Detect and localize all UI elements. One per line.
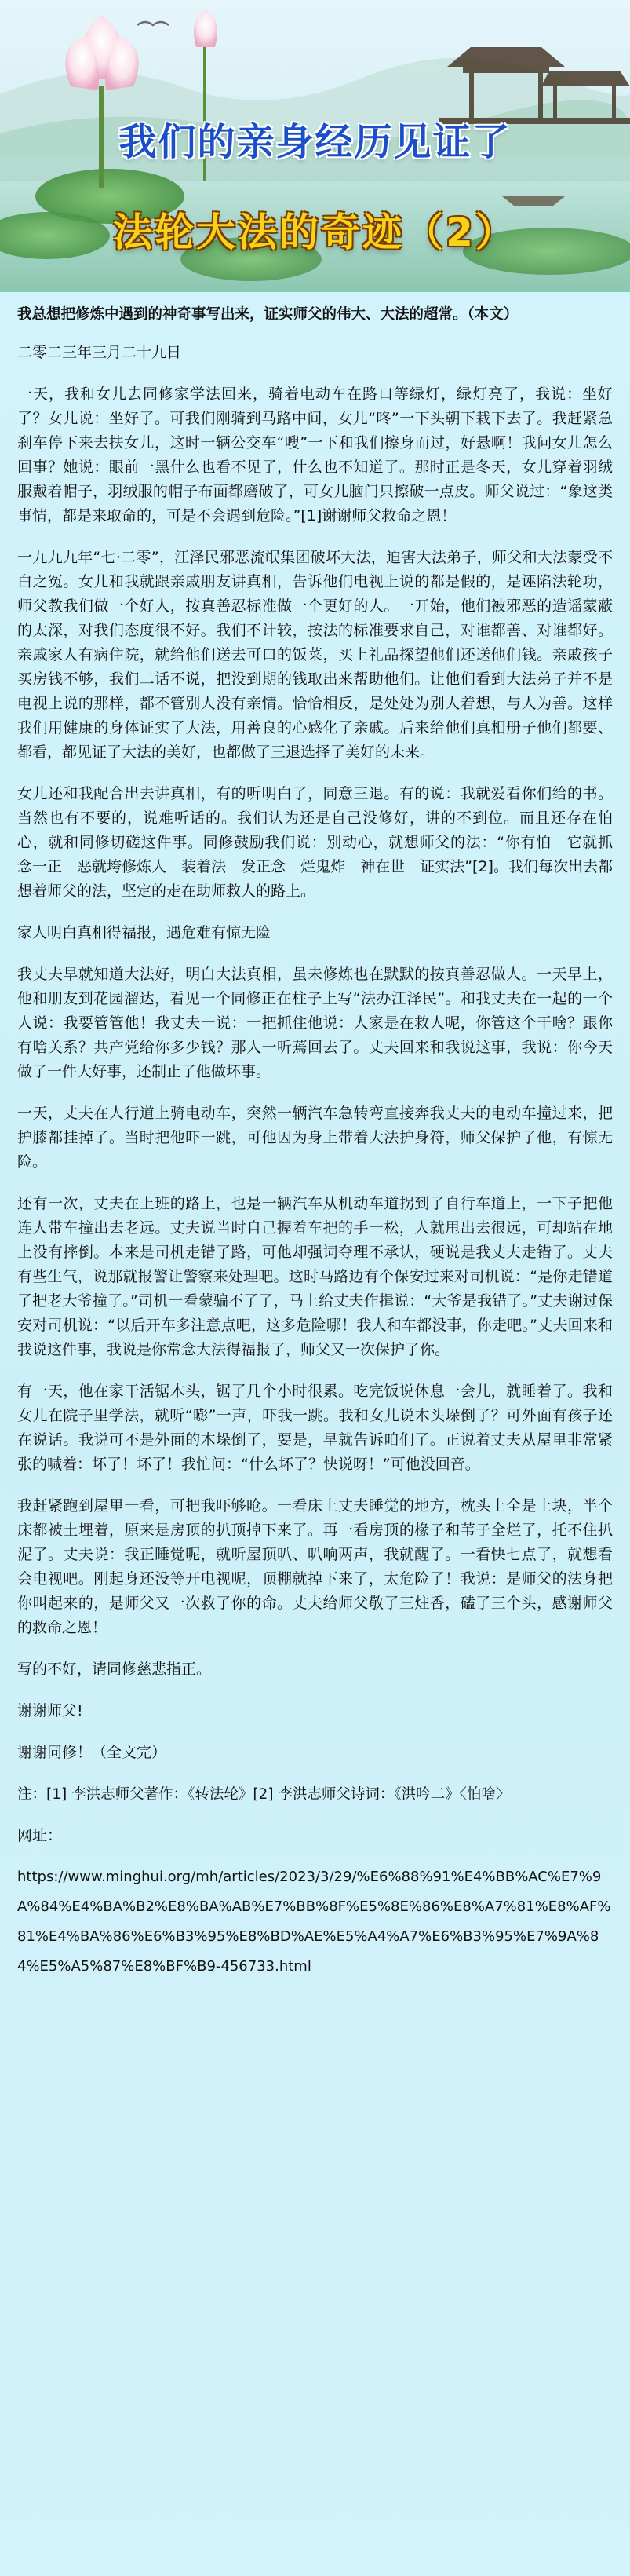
source-url-link[interactable]: https://www.minghui.org/mh/articles/2023/3/29/%E6%88%91%E4%BB%AC%E7%9A%84%E4%BA%B2%E8%BA%AB%E7%BB%8F%E5%8E%86%E8%A7%81%E8%AF%81%E4%BA%86%E6%B3%95%E8%BD%AE%E5%A4%A7%E6%B3%95%E7%9A%84%E5%A5%87%E8%BF%B9-456733.html: [17, 1869, 611, 1975]
banner-title-line1: 我们的亲身经历见证了: [118, 120, 512, 164]
thanks-master: 谢谢师父!: [17, 1702, 83, 1719]
article-paragraph: 一九九九年“七·二零”，江泽民邪恶流氓集团破坏大法，迫害大法弟子，师父和大法蒙受不白之冤。女儿和我就跟亲戚朋友讲真相，告诉他们电视上说的都是假的，是诬陷法轮功，师父教我们做一个好人，按真善忍标准做一个更好的人。一开始，他们被邪恶的造谣蒙蔽的太深，对我们态度很不好。我们不计较，按法的标准要求自己，对谁都善、对谁都好。亲戚家人有病住院，就给他们送去可口的饭菜，买上礼品探望他们还送他们钱。亲戚孩子买房钱不够，我们二话不说，把没到期的钱取出来帮助他们。让他们看到大法弟子并不是电视上说的那样，都不管别人没有亲情。恰恰相反，是处处为别人着想，与人为善。这样我们用健康的身体证实了大法，用善良的心感化了亲戚。后来给他们真相册子他们都要、都看，都见证了大法的美好，也都做了三退选择了美好的未来。: [17, 549, 613, 761]
article-body: [0, 292, 630, 2576]
section-subheading: 家人明白真相得福报，遇危难有惊无险: [17, 924, 271, 941]
url-label: 网址：: [17, 1827, 63, 1844]
closing-remark: 写的不好，请同修慈悲指正。: [17, 1661, 212, 1678]
article-date: 二零二三年三月二十九日: [17, 344, 182, 361]
article-paragraph: 一天，我和女儿去同修家学法回来，骑着电动车在路口等绿灯，绿灯亮了，我说：坐好了？女儿说：坐好了。可我们刚骑到马路中间，女儿“咚”一下头朝下栽下去了。我赶紧急刹车停下来去扶女儿，这时一辆公交车“嗖”一下和我们擦身而过，好悬啊！我问女儿怎么回事？她说：眼前一黑什么也看不见了，什么也不知道了。那时正是冬天，女儿穿着羽绒服戴着帽子，羽绒服的帽子布面都磨破了，可女儿脑门只擦破一点皮。师父说过：“象这类事情，都是来取命的，可是不会遇到危险。”[1]谢谢师父救命之恩！: [17, 385, 613, 524]
banner-title-line2: 法轮大法的奇迹（2）: [113, 210, 517, 255]
article-paragraph: 我丈夫早就知道大法好，明白大法真相，虽未修炼也在默默的按真善忍做人。一天早上，他和朋友到花园溜达，看见一个同修正在柱子上写“法办江泽民”。和我丈夫在一起的一个人说：我要管管他！我丈夫一说：一把抓住他说：人家是在救人呢，你管这个干啥？跟你有啥关系？共产党给你多少钱？那人一听蔫回去了。丈夫回来和我说这事，我说：你今天做了一件大好事，还制止了他做坏事。: [17, 966, 613, 1080]
thanks-fellow: 谢谢同修！（全文完）: [17, 1744, 167, 1761]
article-paragraph: 还有一次，丈夫在上班的路上，也是一辆汽车从机动车道拐到了自行车道上，一下子把他连人带车撞出去老远。丈夫说当时自己握着车把的手一松，人就甩出去很远，可却站在地上没有摔倒。本来是司机走错了路，可他却强词夺理不承认，硬说是我丈夫走错了。丈夫有些生气，说那就报警让警察来处理吧。这时马路边有个保安过来对司机说：“是你走错道了把老大爷撞了。”司机一看蒙骗不了了，马上给丈夫作揖说：“大爷是我错了。”丈夫谢过保安对司机说：“以后开车多注意点吧，这多危险哪！我人和车都没事，你走吧。”丈夫回来和我说这件事，我说是你常念大法得福报了，师父又一次保护了你。: [17, 1195, 613, 1358]
banner: [0, 0, 630, 292]
article-paragraph: 我赶紧跑到屋里一看，可把我吓够呛。一看床上丈夫睡觉的地方，枕头上全是土块，半个床都被土埋着，原来是房顶的扒顶掉下来了。再一看房顶的椽子和苇子全烂了，托不住扒泥了。丈夫说：我正睡觉呢，就听屋顶叭、叭响两声，我就醒了。一看快七点了，就想看会电视吧。刚起身还没等开电视呢，顶棚就掉下来了，太危险了！我说：是师父的法身把你叫起来的，是师父又一次救了你的命。丈夫给师父敬了三炷香，磕了三个头，感谢师父的救命之恩！: [17, 1497, 613, 1636]
article-paragraph: 一天，丈夫在人行道上骑电动车，突然一辆汽车急转弯直接奔我丈夫的电动车撞过来，把护膝都挂掉了。当时把他吓一跳，可他因为身上带着大法护身符，师父保护了他，有惊无险。: [17, 1105, 613, 1171]
article-intro: 我总想把修炼中遇到的神奇事写出来，证实师父的伟大、大法的超常。（本文）: [17, 306, 519, 323]
footnotes: 注：[1] 李洪志师父著作：《转法轮》[2] 李洪志师父诗词：《洪吟二》〈怕啥〉: [17, 1786, 511, 1803]
article-paragraph: 女儿还和我配合出去讲真相，有的听明白了，同意三退。有的说：我就爱看你们给的书。当然也有不要的，说难听话的。我们认为还是自己没修好，讲的不到位。而且还存在怕心，就和同修切磋这件事。同修鼓励我们说：别动心，就想师父的法：“你有怕 它就抓 念一正 恶就垮修炼人 装着法 发正念 烂鬼炸 神在世 证实法”[2]。我们每次出去都想着师父的法，坚定的走在助师救人的路上。: [17, 785, 628, 900]
article-paragraph: 有一天，他在家干活锯木头，锯了几个小时很累。吃完饭说休息一会儿，就睡着了。我和女儿在院子里学法，就听“嘭”一声，吓我一跳。我和女儿说木头垛倒了？可外面有孩子还在说话。我说可不是外面的木垛倒了，要是，早就告诉咱们了。正说着丈夫从屋里非常紧张的喊着：坏了！坏了！我忙问：“什么坏了？快说呀！”可他没回音。: [17, 1383, 613, 1473]
